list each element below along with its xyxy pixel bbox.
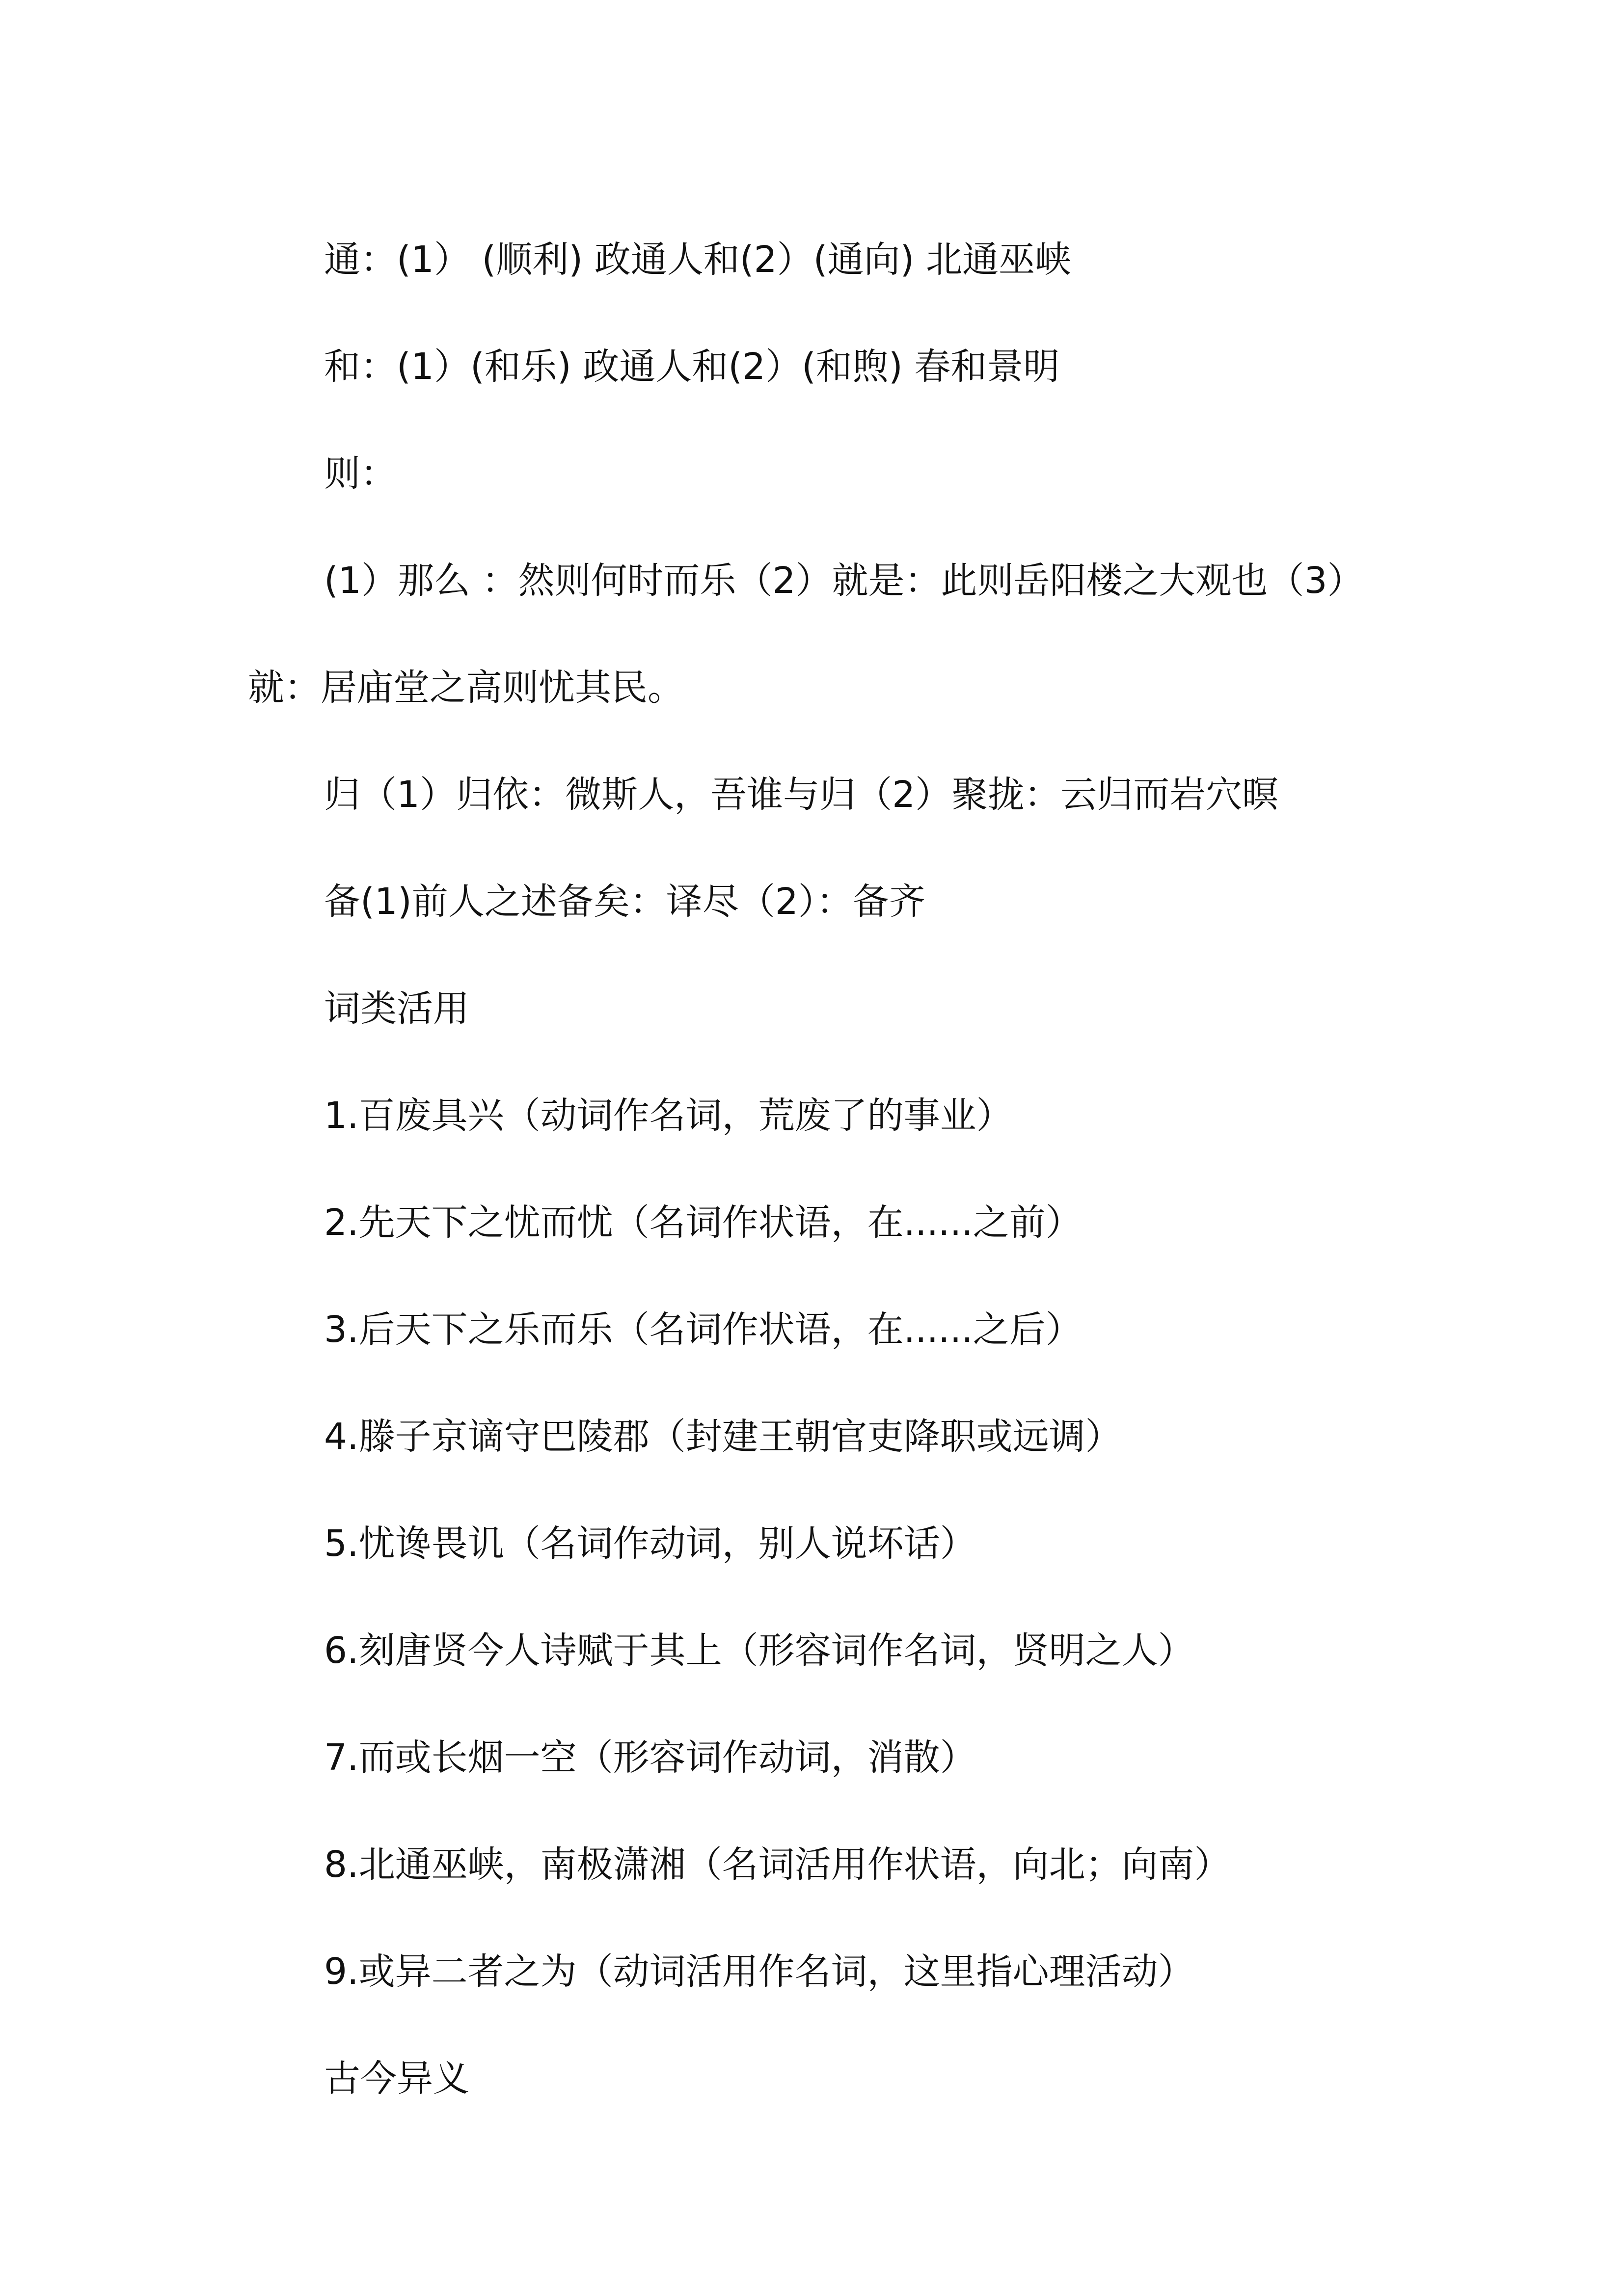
paragraph-ze-heading: 则： [324,453,397,495]
list-item: 6.刻唐贤今人诗赋于其上（形容词作名词，贤明之人） [324,1629,1194,1672]
paragraph-he: 和：(1）(和乐) 政通人和(2）(和煦) 春和景明 [324,346,1060,388]
document-body [248,206,1416,2132]
paragraph-ze-meanings: (1）那么 ：然则何时而乐（2）就是：此则岳阳楼之大观也（3）就：居庙堂之高则忧其民。 [248,560,1364,709]
paragraph-gui: 归（1）归依：微斯人，吾谁与归（2）聚拢：云归而岩穴暝 [324,774,1279,816]
list-item: 4.滕子京谪守巴陵郡（封建王朝官吏降职或远调） [324,1415,1122,1458]
list-item: 1.百废具兴（动词作名词，荒废了的事业） [324,1095,1013,1137]
list-item: 2.先天下之忧而忧（名词作状语，在......之前） [324,1201,1082,1244]
list-item: 7.而或长烟一空（形容词作动词，消散） [324,1736,976,1779]
paragraph-bei: 备(1)前人之述备矣：译尽（2）：备齐 [324,881,925,923]
list-item: 9.或异二者之为（动词活用作名词，这里指心理活动） [324,1950,1194,1993]
list-item: 8.北通巫峡，南极潇湘（名词活用作状语，向北；向南） [324,1843,1231,1886]
section-heading-ancient-modern: 古今异义 [324,2057,469,2100]
list-item: 5.忧谗畏讥（名词作动词，别人说坏话） [324,1522,976,1565]
list-item: 3.后天下之乐而乐（名词作状语，在......之后） [324,1308,1082,1351]
section-heading-word-class: 词类活用 [324,988,469,1030]
paragraph-tong: 通：(1） (顺利) 政通人和(2）(通向) 北通巫峡 [324,239,1071,281]
